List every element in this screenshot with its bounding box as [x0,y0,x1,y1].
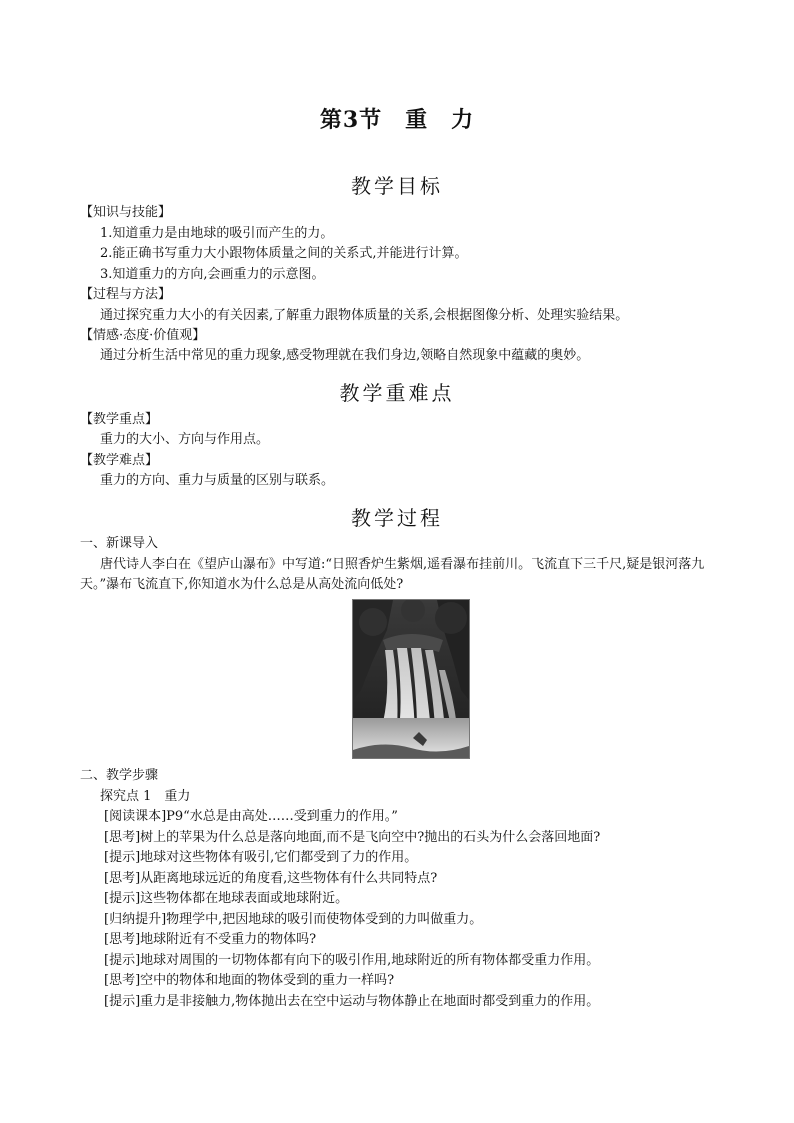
intro-text: 唐代诗人李白在《望庐山瀑布》中写道:“日照香炉生紫烟,遥看瀑布挂前川。飞流直下三千尺,疑是银河落九天。”瀑布飞流直下,你知道水为什么总是从高处流向低处? [80,557,705,592]
difficult-text: 重力的方向、重力与质量的区别与联系。 [100,473,335,488]
key-text: 重力的大小、方向与作用点。 [100,432,270,447]
step-line: [归纳提升]物理学中,把因地球的吸引而使物体受到的力叫做重力。 [104,912,483,927]
knowledge-item: 3.知道重力的方向,会画重力的示意图。 [100,267,325,282]
step-line: [提示]这些物体都在地球表面或地球附近。 [104,891,349,906]
knowledge-item: 1.知道重力是由地球的吸引而产生的力。 [100,226,334,241]
step-line: [提示]地球对周围的一切物体都有向下的吸引作用,地球附近的所有物体都受重力作用。 [104,953,600,968]
knowledge-label: 【知识与技能】 [80,205,172,220]
step-line: [思考]地球附近有不受重力的物体吗? [104,932,317,947]
page-title: 第3节 重 力 [319,107,475,133]
step-line: [思考]空中的物体和地面的物体受到的重力一样吗? [104,973,395,988]
method-label: 【过程与方法】 [80,287,172,302]
step-line: [提示]重力是非接触力,物体抛出去在空中运动与物体静止在地面时都受到重力的作用。 [104,994,600,1009]
step-line: [思考]树上的苹果为什么总是落向地面,而不是飞向空中?抛出的石头为什么会落回地面? [104,830,601,845]
waterfall-photo [352,599,470,759]
attitude-label: 【情感·态度·价值观】 [80,328,206,343]
section-heading-goals: 教学目标 [351,174,443,198]
section-heading-keypoints: 教学重难点 [339,381,455,405]
knowledge-item: 2.能正确书写重力大小跟物体质量之间的关系式,并能进行计算。 [100,246,468,261]
key-label: 【教学重点】 [80,412,159,427]
method-text: 通过探究重力大小的有关因素,了解重力跟物体质量的关系,会根据图像分析、处理实验结果。 [100,308,629,323]
attitude-text: 通过分析生活中常见的重力现象,感受物理就在我们身边,领略自然现象中蕴藏的奥妙。 [100,348,590,363]
step-line: [提示]地球对这些物体有吸引,它们都受到了力的作用。 [104,850,418,865]
section-heading-process: 教学过程 [351,506,443,530]
steps-heading: 二、教学步骤 [80,768,159,783]
step-line: [思考]从距离地球远近的角度看,这些物体有什么共同特点? [104,871,438,886]
explore-point-heading: 探究点 1 重力 [100,789,191,804]
step-line: [阅读课本]P9“水总是由高处……受到重力的作用。” [104,809,398,824]
difficult-label: 【教学难点】 [80,453,159,468]
intro-heading: 一、新课导入 [80,536,159,551]
